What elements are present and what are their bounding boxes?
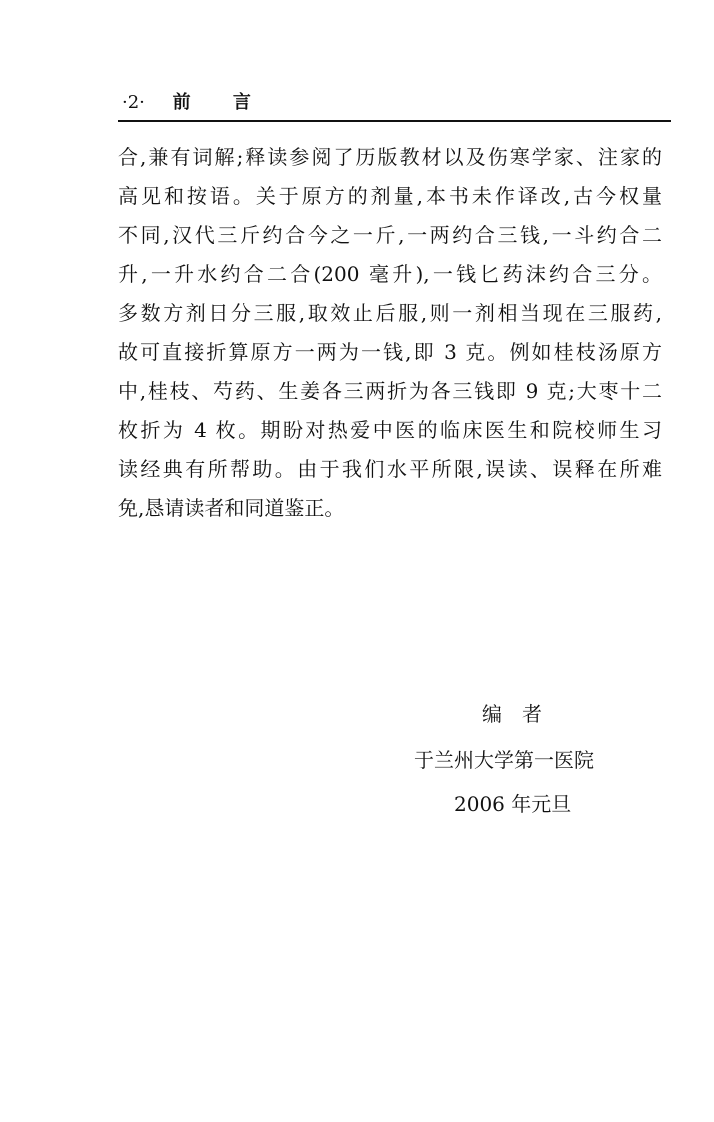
signature-author: 编 者 [482, 702, 542, 726]
header-rule [118, 120, 671, 122]
text-line: 故可直接折算原方一两为一钱,即 3 克。例如桂枝汤原方 [118, 340, 662, 364]
body-text [118, 142, 662, 532]
text-line: 合,兼有词解;释读参阅了历版教材以及伤寒学家、注家的 [118, 145, 662, 169]
text-line: 中,桂枝、芍药、生姜各三两折为各三钱即 9 克;大枣十二 [118, 379, 662, 403]
text-line: 不同,汉代三斤约合今之一斤,一两约合三钱,一斗约合二 [118, 223, 662, 247]
running-header [122, 88, 269, 114]
text-line: 读经典有所帮助。由于我们水平所限,误读、误释在所难 [118, 457, 662, 481]
signature-place: 于兰州大学第一医院 [414, 748, 594, 772]
section-title: 前 言 [172, 92, 269, 113]
text-line: 高见和按语。关于原方的剂量,本书未作译改,古今权量 [118, 184, 662, 208]
text-line: 升,一升水约合二合(200 毫升),一钱匕药沫约合三分。 [118, 262, 662, 286]
page-number: ·2· [122, 92, 145, 113]
text-line: 多数方剂日分三服,取效止后服,则一剂相当现在三服药, [118, 301, 662, 325]
signature-date: 2006 年元旦 [454, 792, 572, 816]
text-line: 免,恳请读者和同道鉴正。 [118, 496, 345, 520]
text-line: 枚折为 4 枚。期盼对热爱中医的临床医生和院校师生习 [118, 418, 662, 442]
